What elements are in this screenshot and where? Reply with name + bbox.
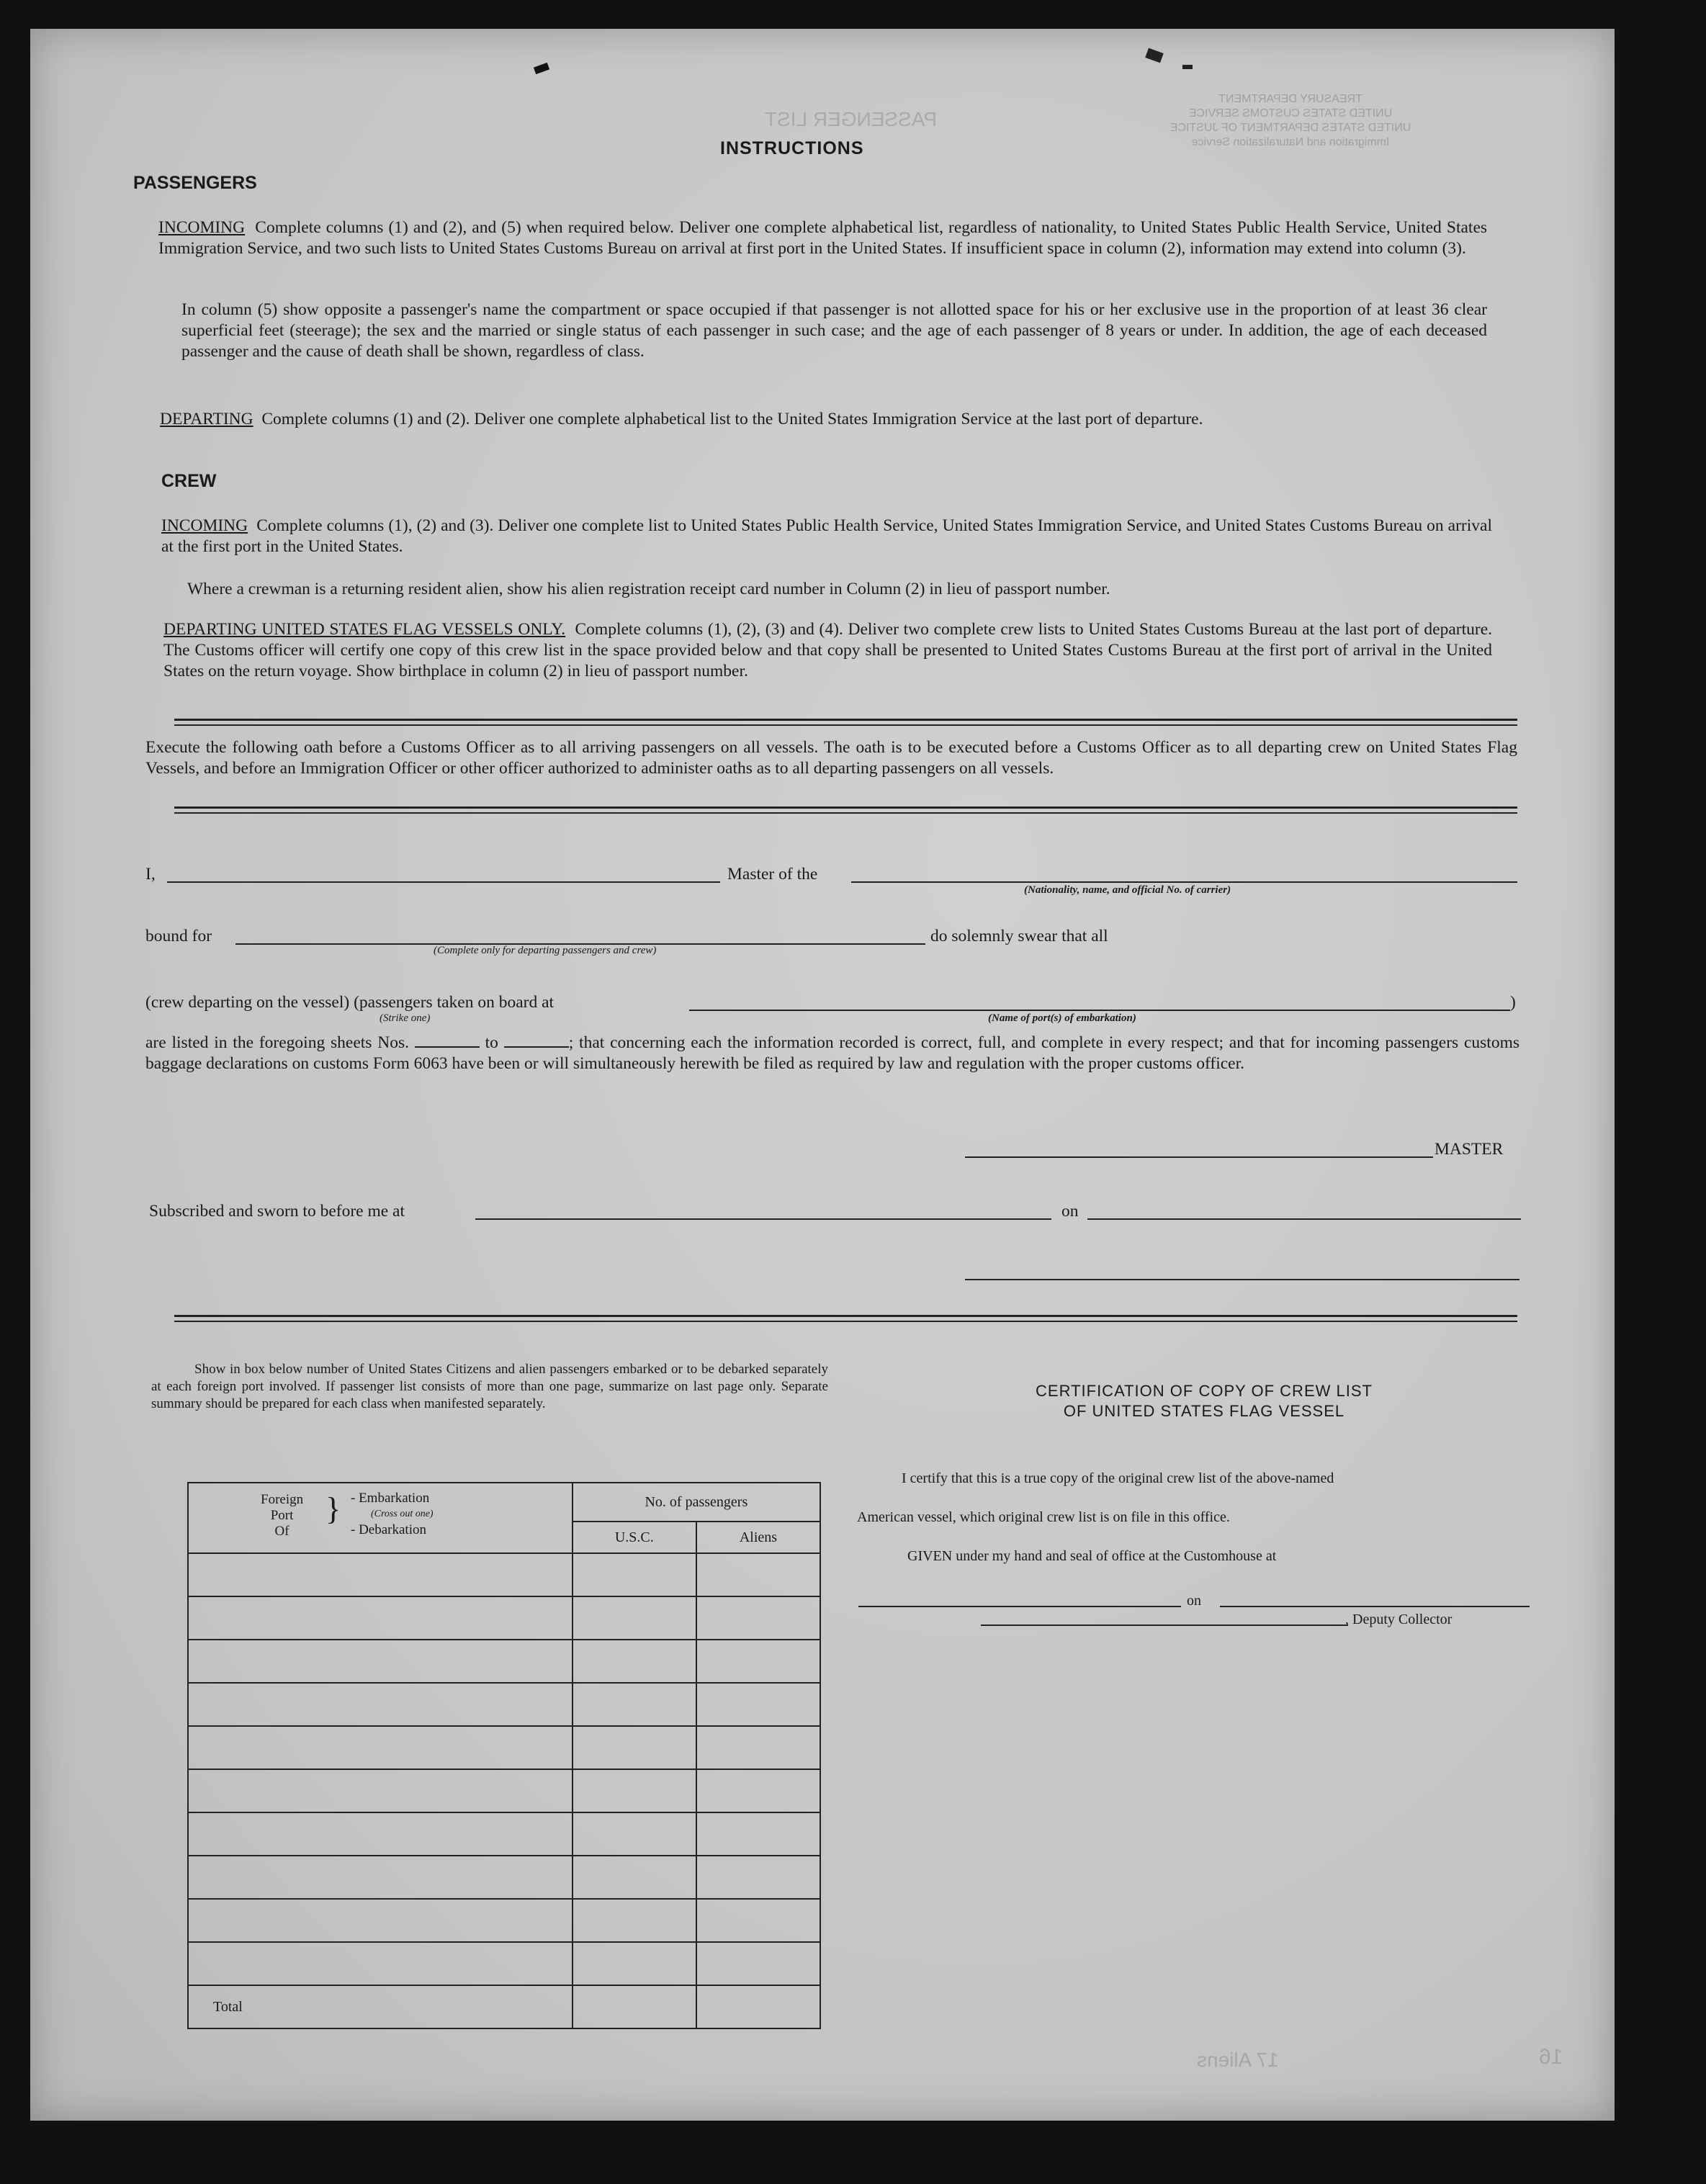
port-header-cell bbox=[188, 1483, 573, 1553]
table-row bbox=[188, 1596, 820, 1640]
ink-speck bbox=[1182, 65, 1193, 69]
table-row bbox=[188, 1553, 820, 1596]
oath-instructions: Execute the following oath before a Customs Officer as to all arriving passengers on all vessels. The oath is to be executed before a Customs Officer as to all departing crew on United States Flag Vessels, and before an Immigration Officer or other officer authorized to administer oaths as to all departing passengers on all vessels. bbox=[145, 738, 1517, 778]
certification-text-1: I certify that this is a true copy of the original crew list of the above-named bbox=[902, 1470, 1334, 1486]
table-row bbox=[188, 1640, 820, 1683]
usc-count-cell[interactable] bbox=[573, 1553, 696, 1596]
table-row bbox=[188, 1769, 820, 1812]
port-cell[interactable] bbox=[188, 1942, 573, 1985]
port-cell[interactable] bbox=[188, 1596, 573, 1640]
aliens-count-cell[interactable] bbox=[696, 1683, 820, 1726]
ink-speck bbox=[534, 63, 549, 74]
usc-count-cell[interactable] bbox=[573, 1812, 696, 1856]
total-label: Total bbox=[188, 1985, 573, 2028]
certification-title-line2: OF UNITED STATES FLAG VESSEL bbox=[1063, 1402, 1345, 1420]
document-page bbox=[30, 29, 1615, 2121]
crew-departing-text: (crew departing on the vessel) (passengers taken on board at bbox=[145, 993, 555, 1012]
divider bbox=[174, 1315, 1517, 1317]
usc-count-cell[interactable] bbox=[573, 1769, 696, 1812]
carrier-caption: (Nationality, name, and official No. of carrier) bbox=[1024, 884, 1231, 896]
crew-heading: CREW bbox=[161, 471, 217, 491]
page-title: INSTRUCTIONS bbox=[720, 138, 864, 158]
crew-departing-text: Complete columns (1), (2), (3) and (4). Deliver two complete crew lists to United States Customs Bureau at the last port of departure. The Customs officer will certify one copy of this crew list in the space provided below and that copy shall be presented to United States Customs Bureau at the first port of arrival in the United States on the return voyage. Show birthplace in column (2) in lieu of passport number. bbox=[163, 620, 1492, 680]
crew-incoming-text: Complete columns (1), (2) and (3). Deliver one complete list to United States Public Health Service, United States Immigration Service, and United States Customs Bureau on arrival at the first port in the United States. bbox=[161, 516, 1493, 556]
master-name-field[interactable] bbox=[167, 881, 720, 883]
divider bbox=[174, 1321, 1517, 1322]
sheet-from-field[interactable] bbox=[415, 1033, 480, 1048]
usc-count-cell[interactable] bbox=[573, 1640, 696, 1683]
usc-count-cell[interactable] bbox=[573, 1683, 696, 1726]
port-cell[interactable] bbox=[188, 1899, 573, 1942]
crew-incoming-label: INCOMING bbox=[161, 516, 248, 535]
port-cell[interactable] bbox=[188, 1640, 573, 1683]
aliens-count-cell[interactable] bbox=[696, 1596, 820, 1640]
table-row bbox=[188, 1726, 820, 1769]
port-cell[interactable] bbox=[188, 1683, 573, 1726]
crew-departing-paragraph bbox=[163, 619, 1492, 682]
foreign-port-of-label: Foreign Port Of bbox=[261, 1492, 304, 1539]
bleed-through-page-number: 16 bbox=[1539, 2045, 1563, 2069]
close-paren: ) bbox=[1510, 993, 1516, 1012]
bound-for-caption: (Complete only for departing passengers and crew) bbox=[434, 945, 657, 956]
passengers-heading: PASSENGERS bbox=[133, 173, 257, 193]
table-row bbox=[188, 1812, 820, 1856]
subscribed-label: Subscribed and sworn to before me at bbox=[149, 1202, 405, 1221]
divider bbox=[174, 719, 1517, 721]
customhouse-field[interactable] bbox=[858, 1606, 1181, 1607]
certification-title bbox=[974, 1381, 1435, 1421]
subscribed-on-label: on bbox=[1061, 1202, 1079, 1221]
bleed-through-stamp: TREASURY DEPARTMENT UNITED STATES CUSTOMS SERVICE UNITED STATES DEPARTMENT OF JUSTICE Immigration and Naturalization Service bbox=[1169, 93, 1411, 148]
usc-count-cell[interactable] bbox=[573, 1899, 696, 1942]
passengers-column5-note: In column (5) show opposite a passenger's name the compartment or space occupied if that passenger is not allotted space for his or her exclusive use in the proportion of at least 36 clear superficial feet (steerage); the sex and the married or single status of each passenger in such case; and the age of each passenger of 8 years or under. In addition, the age of each deceased passenger and the cause of death shall be shown, regardless of class. bbox=[181, 300, 1487, 361]
passengers-incoming-label: INCOMING bbox=[158, 218, 246, 237]
usc-count-cell[interactable] bbox=[573, 1726, 696, 1769]
total-aliens-cell[interactable] bbox=[696, 1985, 820, 2028]
embarkation-caption: (Name of port(s) of embarkation) bbox=[988, 1012, 1136, 1024]
usc-header: U.S.C. bbox=[573, 1522, 696, 1553]
bleed-through-heading: PASSENGER LIST bbox=[765, 108, 938, 130]
certification-on-label: on bbox=[1187, 1593, 1201, 1609]
sheets-statement bbox=[145, 1033, 1519, 1074]
table-row bbox=[188, 1856, 820, 1899]
usc-count-cell[interactable] bbox=[573, 1942, 696, 1985]
crew-incoming-paragraph bbox=[161, 516, 1492, 557]
port-cell[interactable] bbox=[188, 1726, 573, 1769]
aliens-count-cell[interactable] bbox=[696, 1640, 820, 1683]
passengers-departing-text: Complete columns (1) and (2). Deliver one complete alphabetical list to the United States Immigration Service at the last port of departure. bbox=[261, 410, 1203, 428]
aliens-count-cell[interactable] bbox=[696, 1899, 820, 1942]
table-row bbox=[188, 1683, 820, 1726]
aliens-count-cell[interactable] bbox=[696, 1812, 820, 1856]
sheets-label: are listed in the foregoing sheets Nos. bbox=[145, 1033, 409, 1052]
summary-instructions: Show in box below number of United States Citizens and alien passengers embarked or to be debarked separately at each foreign port involved. If passenger list consists of more than one page, summarize on last page only. Separate summary should be prepared for each class when manifested separately. bbox=[151, 1362, 828, 1411]
passengers-incoming-text: Complete columns (1) and (2), and (5) when required below. Deliver one complete alphabetical list, regardless of nationality, to United States Public Health Service, United States Immigration Service, and two such lists to United States Customs Bureau on arrival at first port in the United States. If insufficient space in column (2), information may extend into column (3). bbox=[158, 218, 1488, 258]
aliens-count-cell[interactable] bbox=[696, 1553, 820, 1596]
certification-title-line1: CERTIFICATION OF COPY OF CREW LIST bbox=[1036, 1382, 1373, 1400]
bound-for-label: bound for bbox=[145, 927, 212, 945]
divider bbox=[174, 806, 1517, 809]
crew-resident-alien-note: Where a crewman is a returning resident alien, show his alien registration receipt card number in Column (2) in lieu of passport number. bbox=[187, 580, 1110, 598]
port-cell[interactable] bbox=[188, 1812, 573, 1856]
brace-icon: } bbox=[326, 1491, 341, 1527]
aliens-count-cell[interactable] bbox=[696, 1726, 820, 1769]
subscribed-date-field[interactable] bbox=[1087, 1218, 1521, 1220]
master-label: MASTER bbox=[1435, 1140, 1504, 1159]
aliens-count-cell[interactable] bbox=[696, 1769, 820, 1812]
certification-date-field[interactable] bbox=[1220, 1606, 1530, 1607]
sheet-to-field[interactable] bbox=[504, 1033, 569, 1048]
passengers-departing-label: DEPARTING bbox=[160, 410, 253, 428]
oath-i-label: I, bbox=[145, 865, 156, 884]
no-of-passengers-header: No. of passengers bbox=[573, 1483, 820, 1522]
table-row bbox=[188, 1942, 820, 1985]
certification-text-3: GIVEN under my hand and seal of office at the Customhouse at bbox=[907, 1548, 1277, 1564]
passengers-departing-paragraph bbox=[160, 409, 1487, 430]
subscribed-place-field[interactable] bbox=[475, 1218, 1051, 1220]
embarkation-label[interactable]: - Embarkation bbox=[351, 1491, 430, 1506]
crew-departing-label: DEPARTING UNITED STATES FLAG VESSELS ONLY. bbox=[163, 620, 566, 639]
divider bbox=[174, 812, 1517, 814]
carrier-field[interactable] bbox=[851, 881, 1517, 883]
sheets-statement-text: ; that concerning each the information recorded is correct, full, and complete in every respect; and that for incoming passengers customs baggage declarations on customs Form 6063 have been or will simultaneously herewith be filed as required by law and regulation with the proper customs officer. bbox=[145, 1033, 1519, 1073]
divider bbox=[174, 724, 1517, 726]
total-usc-cell[interactable] bbox=[573, 1985, 696, 2028]
strike-one-caption: (Strike one) bbox=[380, 1012, 431, 1024]
master-signature-line[interactable] bbox=[965, 1156, 1433, 1158]
embarkation-port-field[interactable] bbox=[689, 1010, 1510, 1011]
aliens-count-cell[interactable] bbox=[696, 1856, 820, 1899]
sheets-to-label: to bbox=[485, 1033, 498, 1052]
table-row bbox=[188, 1899, 820, 1942]
aliens-header: Aliens bbox=[696, 1522, 820, 1553]
deputy-collector-signature-line[interactable] bbox=[981, 1624, 1348, 1626]
port-cell[interactable] bbox=[188, 1856, 573, 1899]
swear-text: do solemnly swear that all bbox=[930, 927, 1108, 945]
passenger-summary-table bbox=[187, 1482, 821, 2029]
bleed-through-footer: 17 Aliens bbox=[1197, 2049, 1279, 2071]
cross-out-caption: (Cross out one) bbox=[371, 1509, 434, 1519]
certification-text-2: American vessel, which original crew list is on file in this office. bbox=[857, 1509, 1230, 1525]
master-of-label: Master of the bbox=[727, 865, 818, 884]
ink-speck bbox=[1145, 48, 1163, 63]
deputy-collector-label: , Deputy Collector bbox=[1345, 1612, 1453, 1627]
passengers-incoming-paragraph bbox=[158, 217, 1487, 259]
officer-signature-line[interactable] bbox=[965, 1279, 1519, 1280]
port-cell[interactable] bbox=[188, 1769, 573, 1812]
port-cell[interactable] bbox=[188, 1553, 573, 1596]
usc-count-cell[interactable] bbox=[573, 1596, 696, 1640]
aliens-count-cell[interactable] bbox=[696, 1942, 820, 1985]
usc-count-cell[interactable] bbox=[573, 1856, 696, 1899]
debarkation-label[interactable]: - Debarkation bbox=[351, 1522, 426, 1537]
